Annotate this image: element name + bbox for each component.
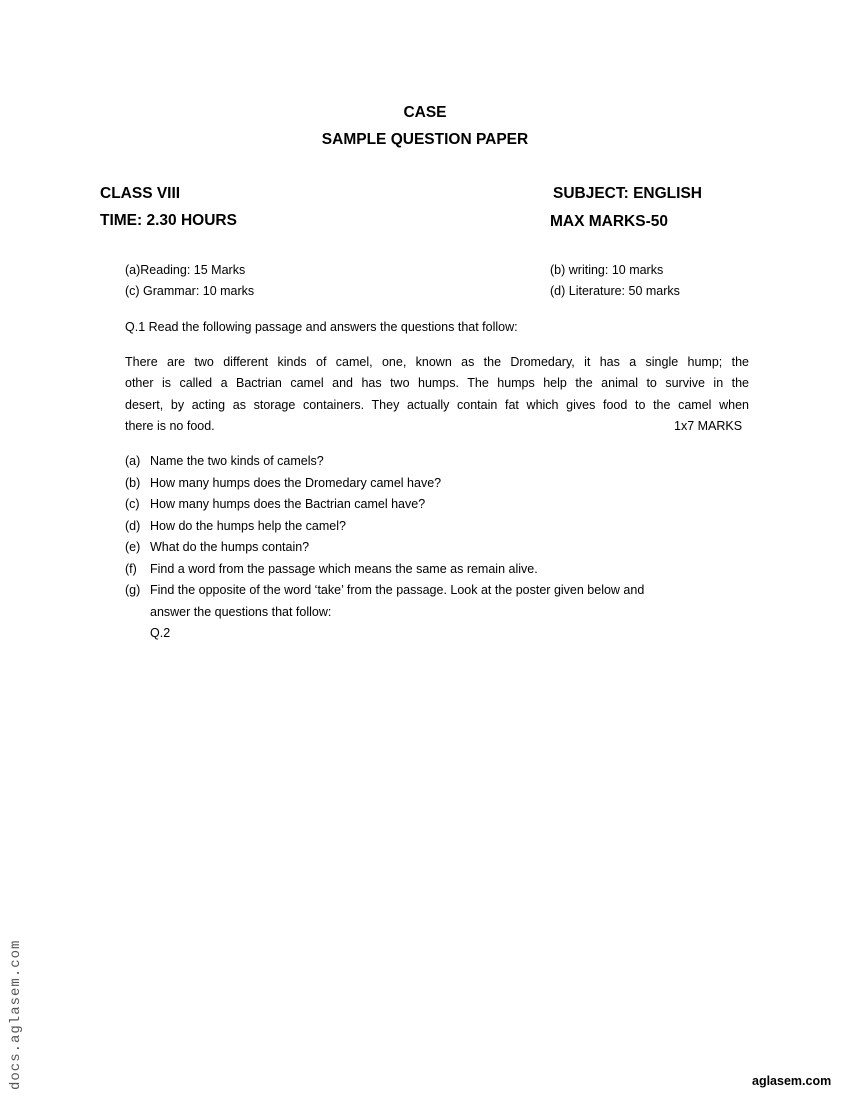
passage-line: other is called a Bactrian camel and has two humps. The humps help the animal to survive in the [125, 376, 749, 390]
marks-reading: (a)Reading: 15 Marks [125, 263, 246, 277]
question-label: (g) [125, 583, 141, 597]
question-text: How many humps does the Dromedary camel have? [150, 476, 442, 490]
q1-marks: 1x7 MARKS [674, 419, 743, 433]
q1-instruction: Q.1 Read the following passage and answers the questions that follow: [125, 320, 518, 334]
question-label: (d) [125, 519, 141, 533]
passage-line: desert, by acting as storage containers. They actually contain fat which gives food to the camel when [125, 398, 749, 412]
question-label: (e) [125, 540, 141, 554]
question-text: Find a word from the passage which means the same as remain alive. [150, 562, 538, 576]
question-text-continued: answer the questions that follow: [150, 605, 332, 619]
question-text: What do the humps contain? [150, 540, 310, 554]
question-text: How do the humps help the camel? [150, 519, 346, 533]
max-marks-label: MAX MARKS-50 [550, 213, 668, 230]
passage-line: there is no food. [125, 419, 215, 433]
question-text: Find the opposite of the word ‘take’ from the passage. Look at the poster given below and [150, 583, 645, 597]
question-label: (c) [125, 497, 140, 511]
subject-label: SUBJECT: ENGLISH [553, 185, 702, 202]
q2-label: Q.2 [150, 626, 171, 640]
question-text: How many humps does the Bactrian camel have? [150, 497, 426, 511]
footer-watermark: aglasem.com [752, 1074, 832, 1088]
passage-line: There are two different kinds of camel, one, known as the Dromedary, it has a single hump; the [125, 355, 749, 369]
question-label: (f) [125, 562, 137, 576]
marks-writing: (b) writing: 10 marks [550, 263, 664, 277]
question-text: Name the two kinds of camels? [150, 454, 324, 468]
paper-title: CASE [403, 104, 447, 121]
side-watermark: docs.aglasem.com [8, 939, 24, 1090]
question-label: (b) [125, 476, 141, 490]
marks-grammar: (c) Grammar: 10 marks [125, 284, 255, 298]
marks-literature: (d) Literature: 50 marks [550, 284, 680, 298]
paper-subtitle: SAMPLE QUESTION PAPER [321, 131, 529, 148]
question-label: (a) [125, 454, 141, 468]
time-label: TIME: 2.30 HOURS [100, 212, 237, 229]
class-label: CLASS VIII [100, 185, 181, 202]
